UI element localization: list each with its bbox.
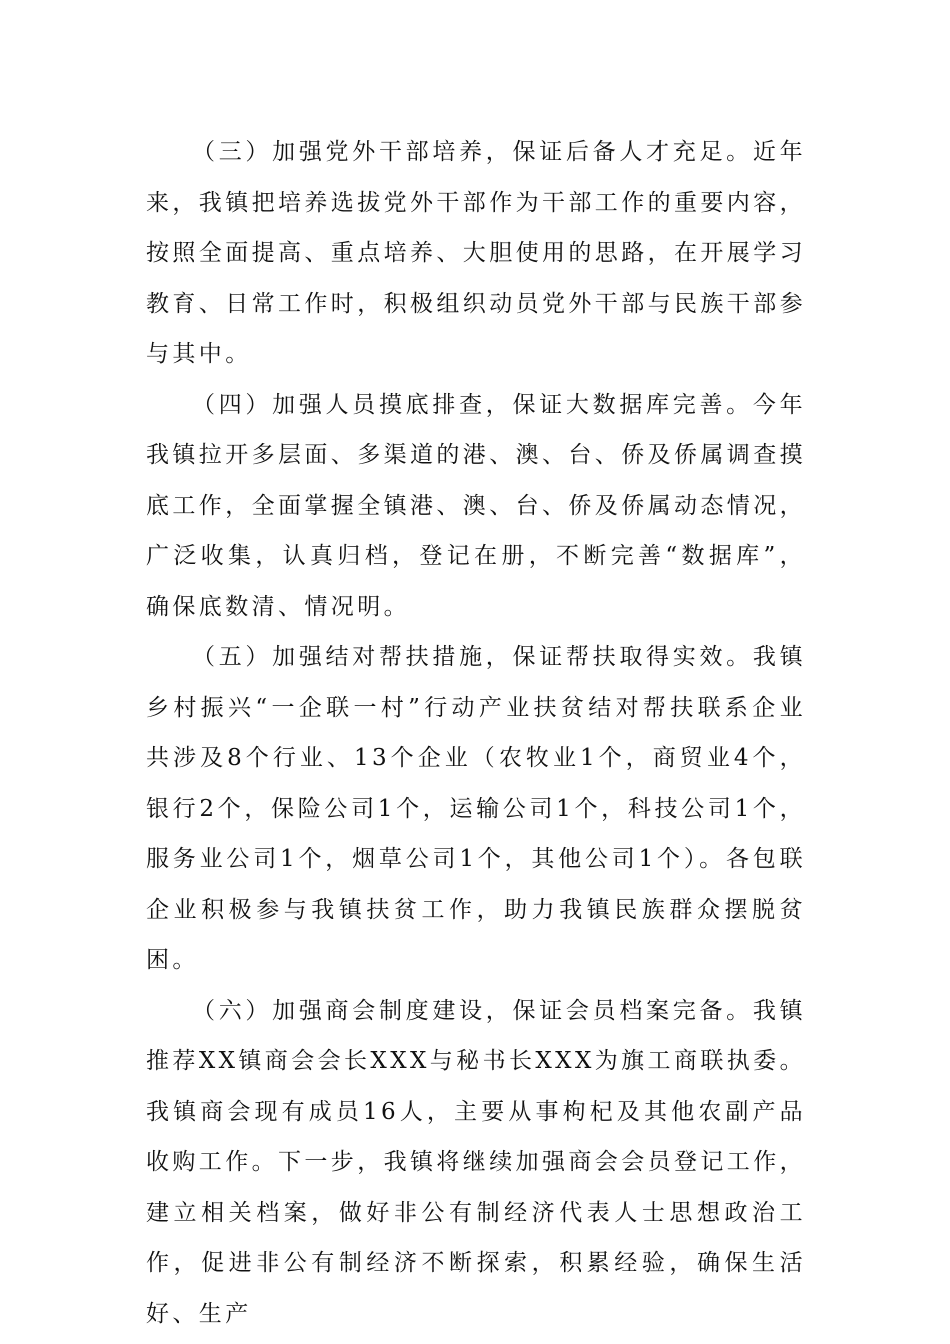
- paragraph-personnel-survey: （四）加强人员摸底排查，保证大数据库完善。今年我镇拉开多层面、多渠道的港、澳、台、侨及侨属调查摸底工作，全面掌握全镇港、澳、台、侨及侨属动态情况，广泛收集，认真归档，登记在册，不断完善“数据库”，确保底数清、情况明。: [146, 391, 806, 620]
- paragraph-poverty-assistance: （五）加强结对帮扶措施，保证帮扶取得实效。我镇乡村振兴“一企联一村”行动产业扶贫结对帮扶联系企业共涉及8个行业、13个企业（农牧业1个，商贸业4个，银行2个，保险公司1个，运输公司1个，科技公司1个，服务业公司1个，烟草公司1个，其他公司1个）。各包联企业积极参与我镇扶贫工作，助力我镇民族群众摆脱贫困。: [146, 644, 806, 973]
- paragraph-cadre-training: （三）加强党外干部培养，保证后备人才充足。近年来，我镇把培养选拔党外干部作为干部工作的重要内容，按照全面提高、重点培养、大胆使用的思路，在开展学习教育、日常工作时，积极组织动员党外干部与民族干部参与其中。: [146, 139, 806, 367]
- document-body: [146, 127, 806, 1339]
- paragraph-chamber-of-commerce: （六）加强商会制度建设，保证会员档案完备。我镇推荐XX镇商会会长XXX与秘书长XXX为旗工商联执委。我镇商会现有成员16人，主要从事枸杞及其他农副产品收购工作。下一步，我镇将继续加强商会会员登记工作，建立相关档案，做好非公有制经济代表人士思想政治工作，促进非公有制经济不断探索，积累经验，确保生活好、生产: [146, 997, 806, 1327]
